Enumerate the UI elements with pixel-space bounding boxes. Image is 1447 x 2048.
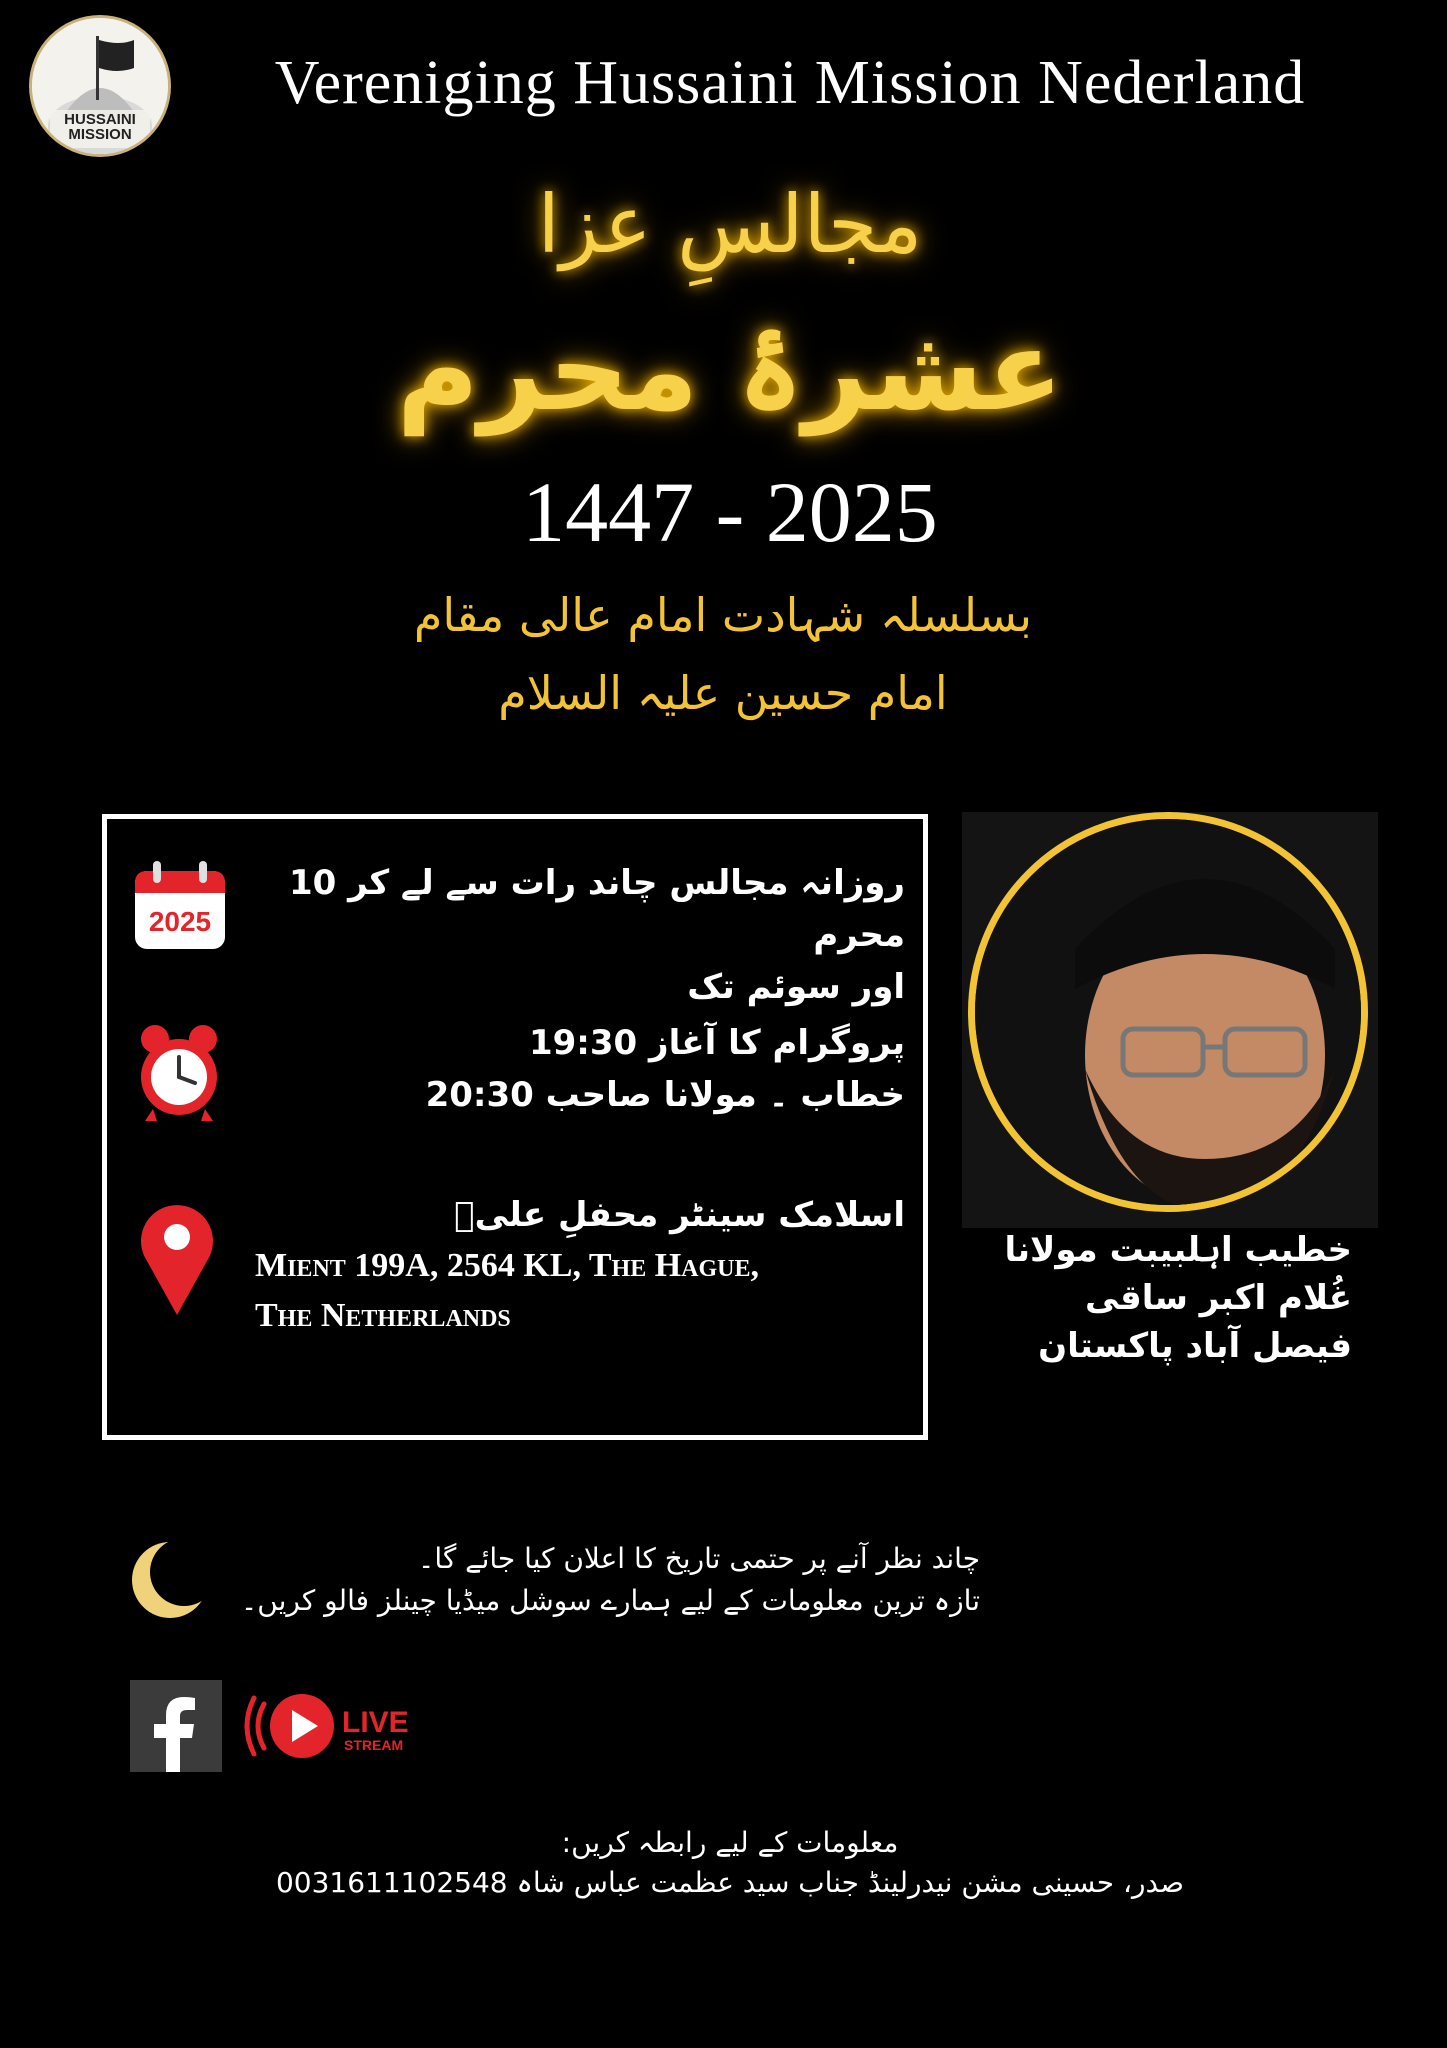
stream-label: STREAM — [344, 1737, 404, 1753]
logo-text: HUSSAINI MISSION — [64, 111, 136, 143]
schedule-text — [255, 857, 905, 1013]
moon-sighting-notice — [240, 1538, 980, 1622]
location-pin-icon — [137, 1199, 217, 1321]
schedule-line-1: روزانہ مجالس چاند رات سے لے کر 10 محرم — [289, 863, 905, 955]
facebook-icon[interactable] — [130, 1680, 222, 1772]
organization-name: Vereniging Hussaini Mission Nederland — [274, 49, 1306, 117]
title-majalis: مجالسِ عزا — [537, 178, 923, 271]
address-line-2: The Netherlands — [255, 1297, 511, 1334]
venue-name: اسلامک سینٹر محفلِ علیؑ — [454, 1195, 905, 1235]
program-start-time: پروگرام کا آغاز 19:30 — [528, 1023, 905, 1063]
crescent-moon-icon — [130, 1540, 210, 1624]
live-label: LIVE — [342, 1706, 409, 1739]
notice-line-1: چاند نظر آنے پر حتمی تاریخ کا اعلان کیا جائے گا۔ — [418, 1542, 980, 1575]
contact-details: صدر، حسینی مشن نیدرلینڈ جناب سید عظمت عباس شاہ 0031611102548 — [275, 1866, 1184, 1899]
live-stream-badge[interactable] — [240, 1686, 430, 1770]
years-heading: 1447 - 2025 — [522, 464, 938, 560]
speaker-full-name: غُلام اکبر ساقی — [1085, 1278, 1352, 1318]
program-times — [255, 1017, 905, 1121]
notice-line-2: تازہ ترین معلومات کے لیے ہمارے سوشل میڈیا چینلز فالو کریں۔ — [240, 1584, 980, 1617]
speech-time: خطاب ۔ مولانا صاحب 20:30 — [425, 1075, 905, 1115]
schedule-line-2: اور سوئم تک — [687, 967, 905, 1007]
venue-block — [255, 1189, 905, 1341]
title-ashra-muharram: عشرۂ محرم — [396, 306, 1064, 436]
address-line-1: Mient 199A, 2564 KL, The Hague, — [255, 1247, 759, 1284]
contact-label: معلومات کے لیے رابطہ کریں: — [561, 1826, 899, 1859]
hussaini-mission-logo — [32, 18, 168, 154]
calendar-year: 2025 — [148, 906, 212, 937]
speaker-portrait — [968, 812, 1368, 1212]
alarm-clock-icon — [137, 1025, 221, 1125]
event-info-box — [102, 814, 928, 1440]
speaker-location: فیصل آباد پاکستان — [1038, 1326, 1352, 1366]
speaker-name — [972, 1226, 1352, 1370]
calendar-icon — [133, 859, 227, 955]
speaker-title: خطیب اہلبیبت مولانا — [1004, 1230, 1352, 1270]
subtitle-line-2: امام حسین علیہ السلام — [498, 666, 948, 720]
venue-address — [255, 1241, 905, 1341]
subtitle-line-1: بسلسلہ شہادت امام عالی مقام — [413, 588, 1033, 642]
